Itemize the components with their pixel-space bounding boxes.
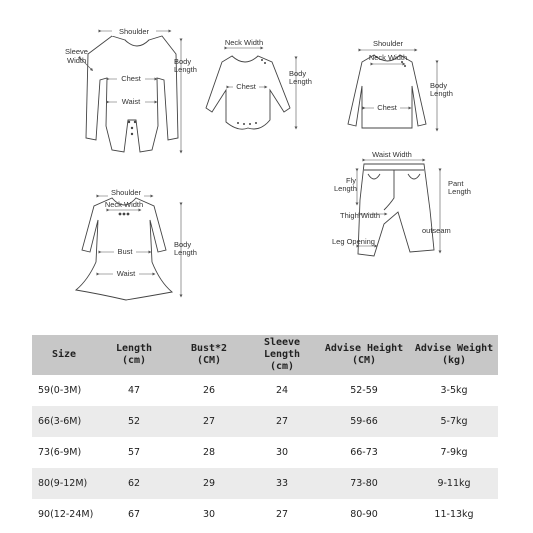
- cell-size: 66(3-6M): [32, 406, 96, 437]
- dress-neck-label: Neck Width: [104, 200, 144, 209]
- dress-body-label-2: Length: [174, 248, 197, 257]
- dress-shoulder-label: Shoulder: [110, 188, 142, 197]
- cell-bust: 27: [172, 406, 246, 437]
- pants-waist-label: Waist Width: [372, 150, 412, 159]
- cell-height: 59-66: [318, 406, 410, 437]
- cell-weight: 9-11kg: [410, 468, 498, 499]
- pants-outseam-label: outseam: [422, 226, 451, 235]
- romper-body-label-2: Length: [174, 65, 197, 74]
- bodysuit-outline: [206, 56, 290, 129]
- cell-size: 73(6-9M): [32, 437, 96, 468]
- table-row: [32, 406, 498, 437]
- romper-sleeve-label-1: Sleeve: [65, 47, 88, 56]
- table-row: [32, 468, 498, 499]
- cell-weight: 11-13kg: [410, 499, 498, 530]
- header-bust: Bust*2 (CM): [172, 335, 246, 375]
- table-header-row: [32, 335, 498, 375]
- pants-pant-label-1: Pant: [448, 179, 464, 188]
- header-advise-height: Advise Height (CM): [318, 335, 410, 375]
- cell-bust: 28: [172, 437, 246, 468]
- cell-weight: 3-5kg: [410, 375, 498, 406]
- romper-sleeve-label-2: Width: [67, 56, 87, 65]
- header-length: Length (cm): [96, 335, 172, 375]
- cell-length: 57: [96, 437, 172, 468]
- cell-height: 80-90: [318, 499, 410, 530]
- cell-sleeve: 27: [246, 499, 318, 530]
- bodysuit-diagram: [206, 38, 312, 129]
- cell-sleeve: 27: [246, 406, 318, 437]
- pants-thigh-label: Thigh Width: [340, 211, 381, 220]
- cell-sleeve: 30: [246, 437, 318, 468]
- shirt-body-label-2: Length: [430, 89, 453, 98]
- dress-waist-label: Waist: [116, 269, 136, 278]
- shirt-body-label-1: Body: [430, 81, 448, 90]
- shirt-shoulder-label: Shoulder: [372, 39, 404, 48]
- romper-chest-label: Chest: [121, 74, 141, 83]
- dress-bust-label: Bust: [117, 247, 133, 256]
- cell-bust: 26: [172, 375, 246, 406]
- shirt-diagram: [348, 39, 453, 130]
- cell-bust: 29: [172, 468, 246, 499]
- cell-length: 62: [96, 468, 172, 499]
- cell-length: 47: [96, 375, 172, 406]
- romper-waist-label: Waist: [121, 97, 141, 106]
- cell-sleeve: 24: [246, 375, 318, 406]
- pants-pant-label-2: Length: [448, 187, 471, 196]
- cell-weight: 5-7kg: [410, 406, 498, 437]
- cell-height: 73-80: [318, 468, 410, 499]
- shirt-neck-label: Neck Width: [368, 53, 408, 62]
- bodysuit-body-label-2: Length: [289, 77, 312, 86]
- header-advise-weight: Advise Weight (kg): [410, 335, 498, 375]
- table-row: [32, 437, 498, 468]
- cell-weight: 7-9kg: [410, 437, 498, 468]
- shirt-chest-label: Chest: [377, 103, 397, 112]
- size-chart-table: [32, 335, 498, 530]
- pants-leg-label: Leg Opening: [332, 237, 375, 246]
- cell-length: 52: [96, 406, 172, 437]
- cell-size: 90(12-24M): [32, 499, 96, 530]
- table-row: [32, 499, 498, 530]
- shirt-outline: [348, 55, 426, 128]
- table-row: [32, 375, 498, 406]
- bodysuit-chest-label: Chest: [236, 82, 256, 91]
- pants-fly-label-2: Length: [334, 184, 357, 193]
- romper-diagram: [65, 27, 197, 152]
- bodysuit-neck-label: Neck Width: [224, 38, 264, 47]
- header-sleeve-length: Sleeve Length (cm): [246, 335, 318, 375]
- cell-size: 59(0-3M): [32, 375, 96, 406]
- cell-height: 66-73: [318, 437, 410, 468]
- cell-height: 52-59: [318, 375, 410, 406]
- dress-body-label-1: Body: [174, 240, 192, 249]
- header-size: Size: [32, 335, 96, 375]
- cell-bust: 30: [172, 499, 246, 530]
- romper-body-label-1: Body: [174, 57, 192, 66]
- romper-shoulder-label: Shoulder: [118, 27, 150, 36]
- pants-diagram: [332, 150, 471, 256]
- cell-size: 80(9-12M): [32, 468, 96, 499]
- dress-diagram: [76, 188, 197, 300]
- cell-sleeve: 33: [246, 468, 318, 499]
- cell-length: 67: [96, 499, 172, 530]
- pants-fly-label-1: Fly: [346, 176, 356, 185]
- bodysuit-body-label-1: Body: [289, 69, 307, 78]
